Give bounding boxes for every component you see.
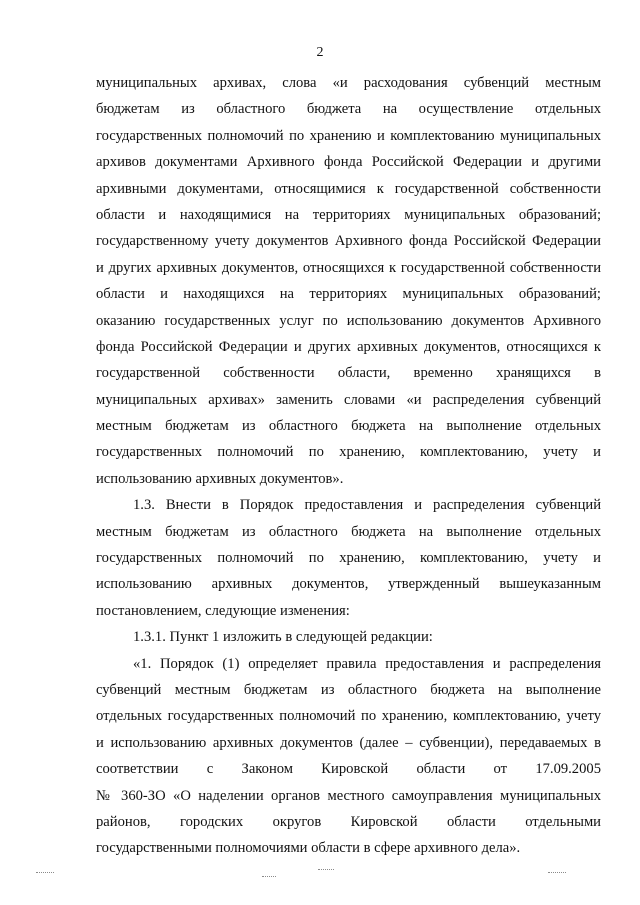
text-line: государственными полномочиями области в сфере архивного дела».: [96, 840, 521, 857]
text-line: муниципальных архивах, слова «и расходования субвенций местным: [96, 75, 601, 91]
text-line: районов, городских округов Кировской области отдельными: [96, 813, 601, 830]
text-line: государственных полномочий по хранению, комплектованию, учету и: [96, 550, 601, 567]
text-line: государственных полномочий по хранению, комплектованию, учету и: [96, 444, 601, 461]
text-line: использованию архивных документов, утвержденный вышеуказанным: [96, 576, 601, 593]
text-line: архивов документами Архивного фонда Российской Федерации и другими: [96, 154, 601, 171]
text-line: субвенций местным бюджетам из областного бюджета на выполнение: [96, 681, 601, 698]
text-line: бюджетам из областного бюджета на осуществление отдельных: [96, 101, 601, 118]
text-line: государственных полномочий по хранению и комплектованию муниципальных: [96, 127, 601, 144]
paragraph-1-3-first-line: 1.3. Внести в Порядок предоставления и распределения субвенций: [133, 497, 601, 514]
text-line: использованию архивных документов».: [96, 470, 344, 487]
text-line: отдельных государственных полномочий по хранению, комплектованию, учету: [96, 708, 601, 725]
text-line: оказанию государственных услуг по использованию документов Архивного: [96, 312, 601, 329]
text-line: местным бюджетам из областного бюджета на выполнение отдельных: [96, 523, 601, 540]
page-number: 2: [316, 45, 324, 60]
text-line: фонда Российской Федерации и других архивных документов, относящихся к: [96, 338, 601, 355]
scan-artifact: [548, 872, 566, 874]
scan-artifact: [262, 876, 276, 878]
text-line: соответствии с Законом Кировской области от 17.09.2005: [96, 761, 601, 778]
text-line: архивными документами, относящимися к государственной собственности: [96, 180, 601, 197]
text-line: местным бюджетам из областного бюджета на выполнение отдельных: [96, 418, 601, 435]
text-line: государственной собственности области, временно хранящихся в: [96, 365, 601, 382]
document-body: [96, 70, 601, 862]
text-line: № 360-ЗО «О наделении органов местного самоуправления муниципальных: [96, 787, 601, 804]
scan-artifact: [318, 869, 334, 871]
text-line: и других архивных документов, относящихся к государственной собственности: [96, 259, 601, 276]
text-line: государственному учету документов Архивного фонда Российской Федерации: [96, 233, 601, 250]
scan-artifact: [36, 872, 54, 874]
paragraph-quote-first-line: «1. Порядок (1) определяет правила предоставления и распределения: [133, 655, 601, 672]
text-line: области и находящихся на территориях муниципальных образований;: [96, 286, 601, 303]
text-line: постановлением, следующие изменения:: [96, 602, 350, 619]
text-line: и использованию архивных документов (далее – субвенции), передаваемых в: [96, 734, 601, 751]
text-line: муниципальных архивах» заменить словами «и распределения субвенций: [96, 391, 601, 408]
paragraph-1-3-1: 1.3.1. Пункт 1 изложить в следующей редакции:: [133, 629, 433, 646]
text-line: области и находящимися на территориях муниципальных образований;: [96, 206, 601, 223]
